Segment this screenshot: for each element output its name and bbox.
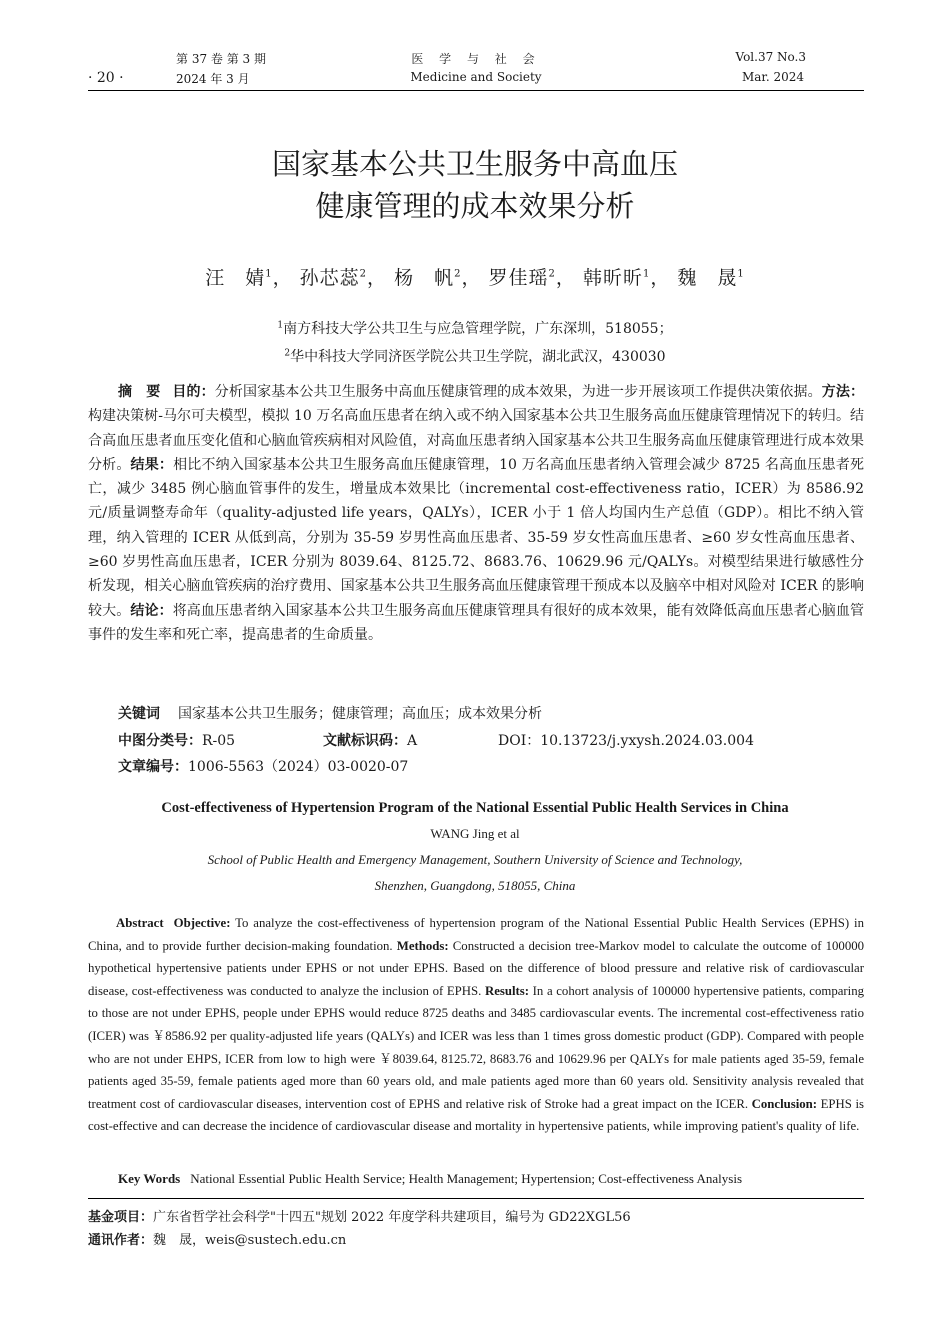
author: 孙芯蕊 [299,267,360,289]
footnote-rule [88,1198,864,1199]
title-line-1: 国家基本公共卫生服务中高血压 [271,147,678,181]
running-header [88,50,864,90]
affiliation-1: $^1$南方科技大学公共卫生与应急管理学院，广东深圳，518055； [277,320,673,337]
english-affiliation-line-2: Shenzhen, Guangdong, 518055, China [374,878,576,893]
journal-name-en: Medicine and Society [410,70,542,84]
abstract-label: 摘 要 [118,384,161,400]
author-list: 汪 婧$^1$， 孙芯蕊$^2$， 杨 帆$^2$， 罗佳瑶$^2$， 韩昕昕$^1$， 魏 晟$^1$ [205,267,745,289]
date-cn: 2024 年 3 月 [176,72,250,86]
author: 汪 婧 [205,267,266,289]
header-rule [88,90,864,91]
affiliation-2: $^2$华中科技大学同济医学院公共卫生学院，湖北武汉，430030 [284,348,666,365]
english-affiliation-line-1: School of Public Health and Emergency Management, Southern University of Science and Technology, [207,852,743,867]
article-number: 文章编号：1006-5563（2024）03-0020-07 [118,759,409,775]
author: 杨 帆 [394,267,455,289]
english-author: WANG Jing et al [430,826,520,841]
doi[interactable]: DOI：10.13723/j.yxysh.2024.03.004 [498,733,754,749]
corresponding-author: 通讯作者：魏 晟，weis@sustech.edu.cn [88,1233,347,1248]
abstract-cn: 摘 要 目的：分析国家基本公共卫生服务中高血压健康管理的成本效果，为进一步开展该项工作提供决策依据。方法：构建决策树-马尔可夫模型，模拟 10 万名高血压患者在纳入或不纳入国家基本公共卫生服务高血压健康管理情况下的转归。结合高血压患者血压变化值和心脑血管疾病相对风险值，对高血压患者纳入国家基本公共卫生服务高血压健康管理进行成本效果分析。结果：相比不纳入国家基本公共卫生服务高血压健康管理，10 万名高血压患者纳入管理会减少 8725 名高血压患者死亡，减少 3485 例心脑血管事件的发生，增量成本效果比（incremental cost-effectiveness ratio，ICER）为 8586.92 元/质量调整寿命年（quality-adjusted life years，QALYs），ICER 小于 1 倍人均国内生产总值（GDP）。相比不纳入管理，纳入管理的 ICER 从低到高，分别为 35-59 岁男性高血压患者、35-59 岁女性高血压患者、≥60 岁女性高血压患者、≥60 岁男性高血压患者，ICER 分别为 8039.64、8125.72、8683.76、10629.96 元/QALYs。对模型结果进行敏感性分析发现，相关心脑血管疾病的治疗费用、国家基本公共卫生服务高血压健康管理干预成本以及脑卒中相对风险对 ICER 的影响较大。结论：将高血压患者纳入国家基本公共卫生服务高血压健康管理具有很好的成本效果，能有效降低高血压患者心脑血管事件的发生率和死亡率，提高患者的生命质量。 [88,384,865,643]
document-code: 文献标识码：A [323,733,418,749]
author: 韩昕昕 [582,267,643,289]
volume-cn: 第 37 卷 第 3 期 [176,52,266,66]
funding-note: 基金项目：广东省哲学社会科学"十四五"规划 2022 年度学科共建项目，编号为 GD22XGL56 [88,1210,631,1225]
keywords-cn: 关键词 国家基本公共卫生服务；健康管理；高血压；成本效果分析 [118,706,542,722]
english-title: Cost-effectiveness of Hypertension Program of the National Essential Public Health Services in China [161,800,789,816]
author: 魏 晟 [677,267,738,289]
page-number: · 20 · [88,70,124,86]
title-line-2: 健康管理的成本效果分析 [315,189,635,223]
article-title [0,143,950,227]
classification-line: 中图分类号：R-05 [118,733,236,749]
volume-en: Vol.37 No.3 [735,50,806,64]
abstract-en: Abstract Objective: To analyze the cost-effectiveness of hypertension program of the National Essential Public Health Services (EPHS) in China, and to provide further decision-making foundation. Methods: Constructed a decision tree-Markov model to calculate the outcome of 100000 hypothetical hypertensive patients under EPHS or not under EPHS. Based on the difference of blood pressure and relative risk of cardiovascular disease, cost-effectiveness was conducted to analyze the inclusion of EPHS. Results: In a cohort analysis of 100000 hypertensive patients, comparing to those are not under EPHS, people under EPHS would reduce 8725 deaths and 3485 cardiovascular events. The incremental cost-effectiveness ratio (ICER) was ￥8586.92 per quality-adjusted life years (QALYs) and ICER was less than 1 times gross domestic product (GDP). Compared with people who are not under EHPS, ICER from low to high were ￥8039.64, 8125.72, 8683.76 and 10629.96 per QALYs for male patients aged 35-59, female patients aged 35-59, female patients aged more than 60 years old, and male patients aged more than 60 years old. Sensitivity analysis revealed that treatment cost of cardiovascular diseases, intervention cost of EPHS and relative risk of Stroke had a great impact on the ICER. Conclusion: EPHS is cost-effective and can decrease the incidence of cardiovascular disease and mortality in hypertensive patients, while improving patient's quality of life. [88,916,865,1134]
author: 罗佳瑶 [488,267,549,289]
journal-name-cn: 医 学 与 社 会 [411,52,541,66]
keywords-en: Key Words National Essential Public Health Service; Health Management; Hypertension; Cost-effectiveness Analysis [118,1171,743,1186]
date-en: Mar. 2024 [741,70,804,84]
